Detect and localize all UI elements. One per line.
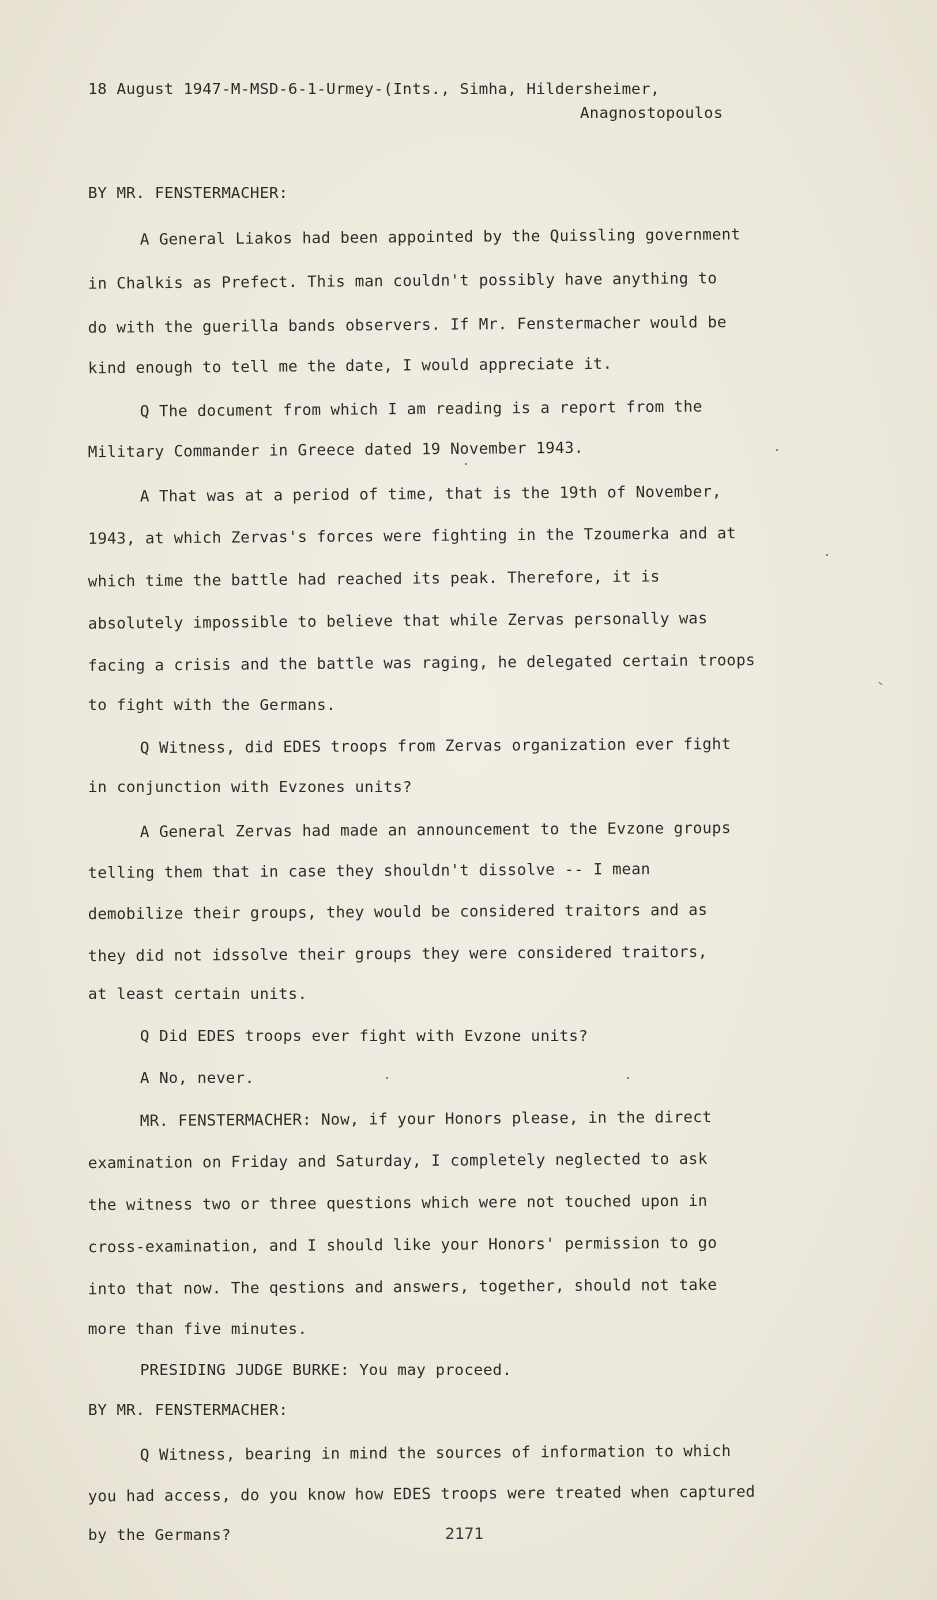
text-line: PRESIDING JUDGE BURKE: You may proceed. (140, 1361, 512, 1379)
text-line: they did not idssolve their groups they were considered traitors, (87, 942, 708, 966)
paper-speck (386, 1077, 388, 1079)
text-line: kind enough to tell me the date, I would appreciate it. (87, 354, 613, 378)
text-line: facing a crisis and the battle was raging, he delegated certain troops (87, 651, 756, 675)
text-line: Q Witness, bearing in mind the sources of information to which (139, 1441, 732, 1465)
text-line: in conjunction with Evzones units? (88, 778, 413, 796)
text-line: into that now. The qestions and answers, together, should not take (87, 1275, 718, 1299)
text-line: more than five minutes. (88, 1320, 308, 1338)
text-line: at least certain units. (88, 985, 308, 1003)
paper-speck (826, 554, 828, 556)
text-line: Q Witness, did EDES troops from Zervas organization ever fight (139, 734, 732, 758)
text-line: in Chalkis as Prefect. This man couldn't possibly have anything to (87, 269, 718, 293)
text-line: do with the guerilla bands observers. If Mr. Fenstermacher would be (87, 313, 727, 337)
text-line: A General Zervas had made an announcement to the Evzone groups (139, 818, 732, 842)
text-line: Military Commander in Greece dated 19 November 1943. (87, 438, 584, 462)
page-number: 2171 (445, 1524, 484, 1543)
text-line: you had access, do you know how EDES troops were treated when captured (87, 1482, 756, 1506)
text-line: by the Germans? (88, 1526, 231, 1544)
paper-speck (776, 449, 778, 451)
examiner-heading: BY MR. FENSTERMACHER: (88, 1401, 289, 1419)
header-line-1: 18 August 1947-M-MSD-6-1-Urmey-(Ints., Simha, Hildersheimer, (88, 80, 660, 98)
paper-speck (878, 682, 883, 686)
text-line: to fight with the Germans. (88, 696, 336, 714)
text-line: MR. FENSTERMACHER: Now, if your Honors please, in the direct (139, 1108, 712, 1130)
text-line: Q The document from which I am reading is a report from the (139, 397, 703, 421)
text-line: 1943, at which Zervas's forces were fighting in the Tzoumerka and at (87, 524, 737, 548)
text-line: cross-examination, and I should like your Honors' permission to go (87, 1233, 718, 1257)
text-line: absolutely impossible to believe that while Zervas personally was (87, 609, 708, 633)
text-line: telling them that in case they shouldn't dissolve -- I mean (87, 860, 651, 882)
paper-speck (465, 463, 467, 465)
text-line: A That was at a period of time, that is the 19th of November, (139, 482, 722, 506)
text-line: A General Liakos had been appointed by the Quissling government (139, 225, 741, 249)
text-line: which time the battle had reached its peak. Therefore, it is (87, 567, 660, 591)
text-line: A No, never. (140, 1069, 255, 1087)
text-line: Q Did EDES troops ever fight with Evzone units? (140, 1027, 588, 1045)
text-line: the witness two or three questions which were not touched upon in (87, 1191, 708, 1215)
text-line: examination on Friday and Saturday, I completely neglected to ask (87, 1149, 708, 1173)
examiner-heading: BY MR. FENSTERMACHER: (88, 184, 289, 202)
text-line: demobilize their groups, they would be considered traitors and as (87, 900, 708, 924)
header-line-2: Anagnostopoulos (580, 104, 723, 122)
paper-speck (627, 1077, 629, 1079)
